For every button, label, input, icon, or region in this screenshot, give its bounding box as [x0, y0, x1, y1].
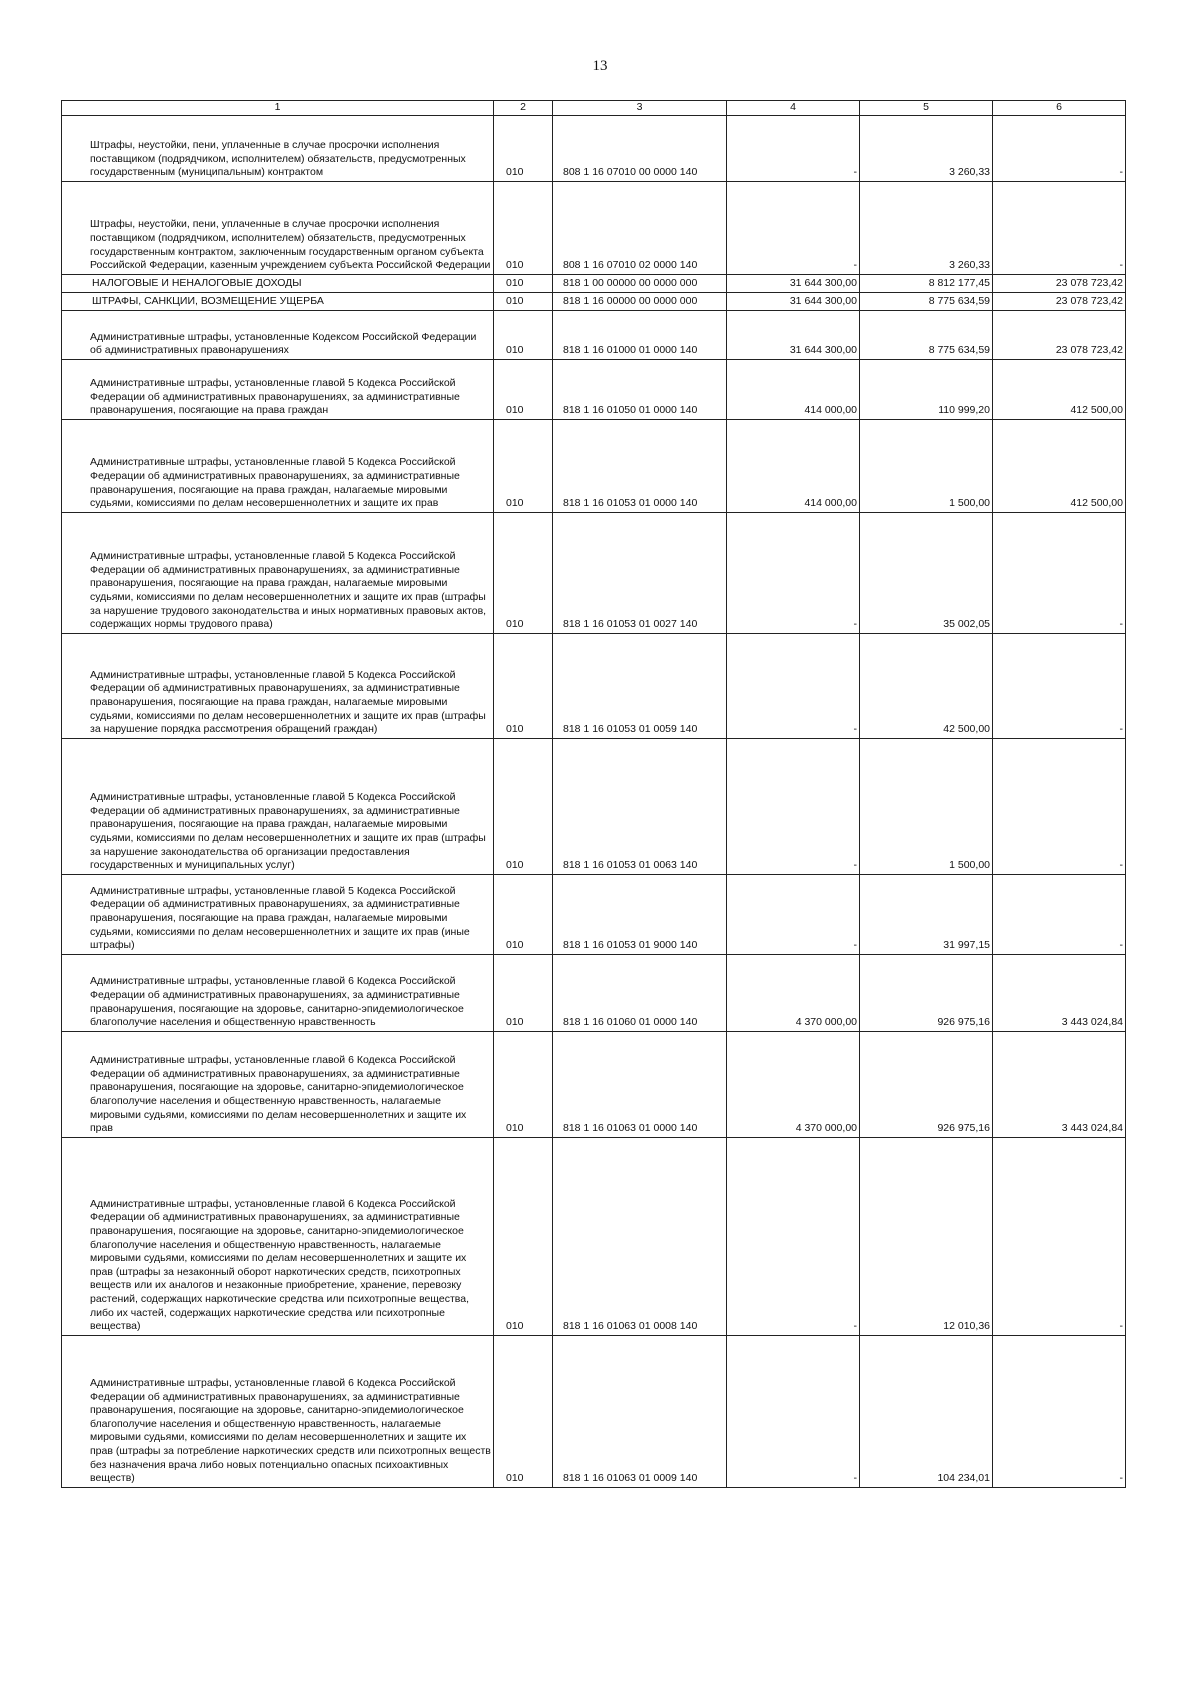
row-budget-code: 818 1 16 01053 01 0059 140 — [553, 634, 727, 739]
row-planned-amount: 31 644 300,00 — [727, 311, 860, 360]
row-unexecuted-amount: - — [993, 739, 1126, 875]
row-executed-amount: 3 260,33 — [860, 116, 993, 182]
row-executed-amount: 31 997,15 — [860, 875, 993, 955]
table-row — [62, 739, 1126, 875]
row-unexecuted-amount: - — [993, 634, 1126, 739]
row-description: Административные штрафы, установленные главой 5 Кодекса Российской Федерации об административных правонарушениях, за административные правонарушения, посягающие на права граждан, налагаемые мировыми судьями, комиссиями по делам несовершеннолетних и защите их прав (штрафы за нарушение порядка рассмотрения обращений граждан) — [62, 634, 494, 739]
table-row — [62, 634, 1126, 739]
table-row — [62, 513, 1126, 634]
table-row — [62, 1336, 1126, 1488]
row-unexecuted-amount: 3 443 024,84 — [993, 1032, 1126, 1138]
row-planned-amount: - — [727, 739, 860, 875]
row-planned-amount: - — [727, 116, 860, 182]
column-header: 5 — [860, 101, 993, 116]
row-unexecuted-amount: - — [993, 116, 1126, 182]
row-unexecuted-amount: 23 078 723,42 — [993, 275, 1126, 293]
row-line-code: 010 — [494, 739, 553, 875]
row-unexecuted-amount: 3 443 024,84 — [993, 955, 1126, 1032]
row-executed-amount: 110 999,20 — [860, 360, 993, 420]
row-executed-amount: 8 775 634,59 — [860, 293, 993, 311]
row-executed-amount: 12 010,36 — [860, 1138, 993, 1336]
table-row — [62, 875, 1126, 955]
row-description: Административные штрафы, установленные главой 5 Кодекса Российской Федерации об административных правонарушениях, за административные правонарушения, посягающие на права граждан, налагаемые мировыми судьями, комиссиями по делам несовершеннолетних и защите их прав (штрафы за нарушение трудового законодательства и иных нормативных правовых актов, содержащих нормы трудового права) — [62, 513, 494, 634]
row-budget-code: 818 1 16 01060 01 0000 140 — [553, 955, 727, 1032]
table-row — [62, 116, 1126, 182]
row-executed-amount: 8 812 177,45 — [860, 275, 993, 293]
row-unexecuted-amount: 412 500,00 — [993, 420, 1126, 513]
row-unexecuted-amount: - — [993, 1138, 1126, 1336]
row-executed-amount: 926 975,16 — [860, 955, 993, 1032]
row-planned-amount: - — [727, 875, 860, 955]
table-row — [62, 275, 1126, 293]
row-unexecuted-amount: 23 078 723,42 — [993, 311, 1126, 360]
row-unexecuted-amount: - — [993, 513, 1126, 634]
row-budget-code: 818 1 16 01000 01 0000 140 — [553, 311, 727, 360]
row-unexecuted-amount: - — [993, 182, 1126, 275]
row-unexecuted-amount: 23 078 723,42 — [993, 293, 1126, 311]
row-description: Штрафы, неустойки, пени, уплаченные в случае просрочки исполнения поставщиком (подрядчиком, исполнителем) обязательств, предусмотренных государственным (муниципальным) контрактом — [62, 116, 494, 182]
row-planned-amount: 4 370 000,00 — [727, 1032, 860, 1138]
table-row — [62, 360, 1126, 420]
column-header: 6 — [993, 101, 1126, 116]
row-line-code: 010 — [494, 955, 553, 1032]
row-budget-code: 818 1 16 01053 01 0027 140 — [553, 513, 727, 634]
row-planned-amount: 31 644 300,00 — [727, 293, 860, 311]
row-description: Административные штрафы, установленные главой 6 Кодекса Российской Федерации об административных правонарушениях, за административные правонарушения, посягающие на здоровье, санитарно-эпидемиологическое благополучие населения и общественную нравственность, налагаемые мировыми судьями, комиссиями по делам несовершеннолетних и защите их прав — [62, 1032, 494, 1138]
row-description: Административные штрафы, установленные главой 6 Кодекса Российской Федерации об административных правонарушениях, за административные правонарушения, посягающие на здоровье, санитарно-эпидемиологическое благополучие населения и общественную нравственность — [62, 955, 494, 1032]
row-line-code: 010 — [494, 634, 553, 739]
row-budget-code: 818 1 16 01063 01 0009 140 — [553, 1336, 727, 1488]
table-row — [62, 420, 1126, 513]
table-row — [62, 311, 1126, 360]
row-budget-code: 818 1 16 01063 01 0000 140 — [553, 1032, 727, 1138]
row-line-code: 010 — [494, 116, 553, 182]
row-description: Административные штрафы, установленные главой 6 Кодекса Российской Федерации об административных правонарушениях, за административные правонарушения, посягающие на здоровье, санитарно-эпидемиологическое благополучие населения и общественную нравственность, налагаемые мировыми судьями, комиссиями по делам несовершеннолетних и защите их прав (штрафы за незаконный оборот наркотических средств, психотропных веществ или их аналогов и незаконные приобретение, хранение, перевозку растений, содержащих наркотические средства или психотропные вещества, либо их частей, содержащих наркотические средства или психотропные вещества) — [62, 1138, 494, 1336]
row-planned-amount: - — [727, 1336, 860, 1488]
row-line-code: 010 — [494, 1138, 553, 1336]
row-executed-amount: 1 500,00 — [860, 739, 993, 875]
table-row — [62, 955, 1126, 1032]
row-budget-code: 808 1 16 07010 00 0000 140 — [553, 116, 727, 182]
column-header: 2 — [494, 101, 553, 116]
row-planned-amount: 414 000,00 — [727, 420, 860, 513]
row-description: Административные штрафы, установленные главой 5 Кодекса Российской Федерации об административных правонарушениях, за административные правонарушения, посягающие на права граждан — [62, 360, 494, 420]
column-header: 4 — [727, 101, 860, 116]
row-planned-amount: 4 370 000,00 — [727, 955, 860, 1032]
row-description: НАЛОГОВЫЕ И НЕНАЛОГОВЫЕ ДОХОДЫ — [62, 275, 494, 293]
row-planned-amount: - — [727, 634, 860, 739]
row-planned-amount: - — [727, 1138, 860, 1336]
row-line-code: 010 — [494, 513, 553, 634]
row-description: Административные штрафы, установленные главой 5 Кодекса Российской Федерации об административных правонарушениях, за административные правонарушения, посягающие на права граждан, налагаемые мировыми судьями, комиссиями по делам несовершеннолетних и защите их прав (иные штрафы) — [62, 875, 494, 955]
row-line-code: 010 — [494, 182, 553, 275]
row-description: Административные штрафы, установленные главой 5 Кодекса Российской Федерации об административных правонарушениях, за административные правонарушения, посягающие на права граждан, налагаемые мировыми судьями, комиссиями по делам несовершеннолетних и защите их прав (штрафы за нарушение законодательства об организации предоставления государственных и муниципальных услуг) — [62, 739, 494, 875]
row-executed-amount: 35 002,05 — [860, 513, 993, 634]
page-number: 13 — [592, 58, 608, 74]
table-row — [62, 182, 1126, 275]
row-executed-amount: 8 775 634,59 — [860, 311, 993, 360]
table-row — [62, 1138, 1126, 1336]
row-budget-code: 818 1 16 01063 01 0008 140 — [553, 1138, 727, 1336]
row-budget-code: 818 1 16 01053 01 0063 140 — [553, 739, 727, 875]
row-executed-amount: 104 234,01 — [860, 1336, 993, 1488]
row-unexecuted-amount: - — [993, 875, 1126, 955]
row-planned-amount: - — [727, 513, 860, 634]
row-description: Административные штрафы, установленные Кодексом Российской Федерации об административных правонарушениях — [62, 311, 494, 360]
row-budget-code: 818 1 16 01053 01 0000 140 — [553, 420, 727, 513]
row-budget-code: 818 1 16 00000 00 0000 000 — [553, 293, 727, 311]
row-budget-code: 808 1 16 07010 02 0000 140 — [553, 182, 727, 275]
row-executed-amount: 926 975,16 — [860, 1032, 993, 1138]
row-executed-amount: 3 260,33 — [860, 182, 993, 275]
column-header: 1 — [62, 101, 494, 116]
row-line-code: 010 — [494, 275, 553, 293]
table-row — [62, 1032, 1126, 1138]
row-budget-code: 818 1 00 00000 00 0000 000 — [553, 275, 727, 293]
row-budget-code: 818 1 16 01053 01 9000 140 — [553, 875, 727, 955]
column-number-header — [62, 101, 1126, 116]
row-unexecuted-amount: - — [993, 1336, 1126, 1488]
row-line-code: 010 — [494, 875, 553, 955]
revenue-table — [61, 100, 1126, 1488]
row-line-code: 010 — [494, 360, 553, 420]
row-unexecuted-amount: 412 500,00 — [993, 360, 1126, 420]
row-budget-code: 818 1 16 01050 01 0000 140 — [553, 360, 727, 420]
row-executed-amount: 42 500,00 — [860, 634, 993, 739]
row-line-code: 010 — [494, 1032, 553, 1138]
row-description: Административные штрафы, установленные главой 5 Кодекса Российской Федерации об административных правонарушениях, за административные правонарушения, посягающие на права граждан, налагаемые мировыми судьями, комиссиями по делам несовершеннолетних и защите их прав — [62, 420, 494, 513]
row-executed-amount: 1 500,00 — [860, 420, 993, 513]
row-description: Штрафы, неустойки, пени, уплаченные в случае просрочки исполнения поставщиком (подрядчиком, исполнителем) обязательств, предусмотренных государственным контрактом, заключенным государственным органом субъекта Российской Федерации, казенным учреждением субъекта Российской Федерации — [62, 182, 494, 275]
row-description: Административные штрафы, установленные главой 6 Кодекса Российской Федерации об административных правонарушениях, за административные правонарушения, посягающие на здоровье, санитарно-эпидемиологическое благополучие населения и общественную нравственность, налагаемые мировыми судьями, комиссиями по делам несовершеннолетних и защите их прав (штрафы за потребление наркотических средств или психотропных веществ без назначения врача либо новых потенциально опасных психоактивных веществ) — [62, 1336, 494, 1488]
row-planned-amount: 31 644 300,00 — [727, 275, 860, 293]
table-row — [62, 293, 1126, 311]
row-description: ШТРАФЫ, САНКЦИИ, ВОЗМЕЩЕНИЕ УЩЕРБА — [62, 293, 494, 311]
row-line-code: 010 — [494, 311, 553, 360]
row-planned-amount: - — [727, 182, 860, 275]
row-line-code: 010 — [494, 420, 553, 513]
row-line-code: 010 — [494, 293, 553, 311]
column-header: 3 — [553, 101, 727, 116]
row-line-code: 010 — [494, 1336, 553, 1488]
row-planned-amount: 414 000,00 — [727, 360, 860, 420]
